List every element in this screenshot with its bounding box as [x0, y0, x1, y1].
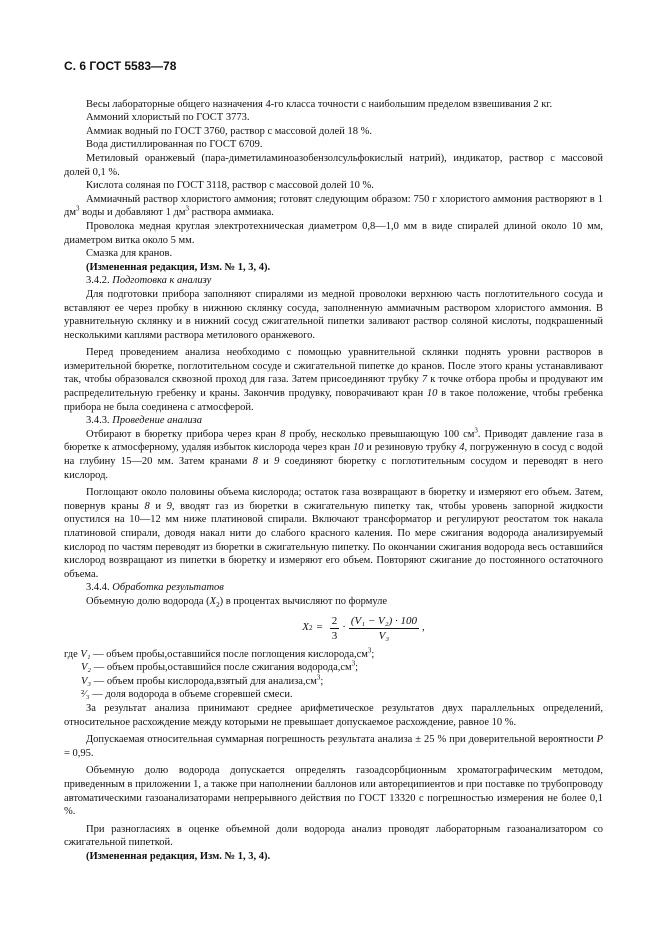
paragraph-error: Допускаемая относительная суммарная погрешность результата анализа ± 25 % при доверительной вероятности P = 0,95.	[64, 734, 603, 759]
fraction-volumes: $\frac{\text{(V₁ − V₂) · 100}}{\text{V₃}}$	[350, 614, 417, 642]
paragraph-methyl-orange: Метиловый оранжевый (пара-диметиламиноазобензолсульфокислый натрий), индикатор, раствор с массовой долей 0,1 %.	[64, 152, 603, 178]
paragraph-chromatographic: Объемную долю водорода допускается определять газоадсорбционным хроматографическим методом, приведенным в приложении 1, а также при наполнении баллонов или автореципиентов и при поставке по трубопроводу автоматическими газоанализаторами непрерывного действия по ГОСТ 13320 с погрешностью измерения не более 0,1 %.	[64, 765, 603, 818]
paragraph-scales: Весы лабораторные общего назначения 4-го класса точности с наибольшим пределом взвешивания 2 кг.	[86, 98, 553, 110]
paragraph-ammonia-solution: Аммиачный раствор хлористого аммония; готовят следующим образом: 750 г хлористого аммония растворяют в 1 $дм^3$ воды и добавляют 1 $дм^3$ раствора аммиака.	[64, 193, 603, 219]
paragraph-grease: Смазка для кранов.	[86, 248, 173, 260]
paragraph-hydrochloric-acid: Кислота соляная по ГОСТ 3118, раствор с массовой долей 10 %.	[86, 180, 374, 192]
section-3-4-4-heading: 3.4.4. Обработка результатов	[86, 582, 224, 594]
paragraph-disputes: При разногласиях в оценке объемной доли водорода анализ проводят лабораторным газоанализатором со сжигательной пипеткой.	[64, 823, 603, 849]
hydrogen-fraction-formula: X 2 = $\frac{2}{3}$ · $\frac{\text{(V₁ − V₂) · 100}}{\text{V₃}}$ ,	[302, 614, 425, 642]
paragraph-aqueous-ammonia: Аммиак водный по ГОСТ 3760, раствор с массовой долей 18 %.	[86, 125, 373, 137]
definition-fraction: ²⁄₃ — доля водорода в объеме сгоревшей смеси.	[81, 689, 293, 701]
paragraph-calculation: Объемную долю водорода $(X_2)$ в процентах вычисляют по формуле	[86, 595, 388, 610]
revision-note-1: (Измененная редакция, Изм. № 1, 3, 4).	[86, 261, 271, 273]
paragraph-preparation-2: Перед проведением анализа необходимо с помощью уравнительной склянки поднять уровни растворов в измерительной бюретке, поглотительном сосуде и сжигательной пипетке до кранов. После этого краны устанавливают так, чтобы образовался сквозной проход для газа. Затем присоединяют трубку 7 к точке отбора пробы и продувают им распределительную гребенку и краны. Закончив продувку, поворачивают кран 10 в такое положение, чтобы гребенка прибора не была соединена с атмосферой.	[64, 347, 603, 413]
fraction-two-thirds: $\frac{2}{3}$	[331, 614, 338, 642]
paragraph-preparation-1: Для подготовки прибора заполняют спиралями из медной проволоки верхнюю часть поглотительного сосуда и вставляют ее через пробку в нижнюю склянку сосуда, заполненную аммиачным раствором хлористого аммония. В уравнительную склянку и в нижний сосуд сжигательной пипетки заливают раствор соляной кислоты, подкрашенный несколькими каплями раствора метилового оранжевого.	[64, 288, 603, 341]
definition-v2: V₂ — объем пробы,оставшийся после сжигания $водорода,см^3$;	[81, 659, 359, 674]
paragraph-ammonium-chloride: Аммоний хлористый по ГОСТ 3773.	[86, 112, 250, 124]
variable-definitions	[64, 648, 603, 702]
section-3-4-2-heading: 3.4.2. Подготовка к анализу	[86, 275, 212, 287]
paragraph-analysis-1: Отбирают в бюретку прибора через кран 8 пробу, несколько превышающую 100 $см^3$. Приводят давление газа в бюретке к атмосферному, удаляя избыток кислорода через кран 10 и резиновую трубку 4, погруженную в сосуд с водой на глубину 15—20 мм. Затем кранами 8 и 9 соединяют бюретку с поглотительным сосудом и переводят в него кислород.	[64, 426, 604, 481]
definition-v1: где V₁ — объем пробы,оставшийся после поглощения $кислорода,см^3$;	[64, 646, 375, 660]
revision-note-2: (Измененная редакция, Изм. № 1, 3, 4).	[86, 850, 271, 862]
page-header: С. 6 ГОСТ 5583—78	[64, 59, 177, 73]
section-3-4-3-heading: 3.4.3. Проведение анализа	[86, 415, 203, 427]
paragraph-analysis-2: Поглощают около половины объема кислорода; остаток газа возвращают в бюретку и измеряют его объем. Затем, повернув краны 8 и 9, вводят газ из бюретки в сжигательную пипетку так, чтобы уровень запорной жидкости опустился на 10—12 мм ниже платиновой спирали. Включают трансформатор и регулируют реостатом ток накала платиновой спирали, доводя накал нити до слабого красного каления. По мере сжигания водорода анализируемый кислород по частям переводят из бюретки в сжигательную пипетку. По окончании сжигания водорода весь оставшийся кислород возвращают из пипетки в бюретку и измеряют его объем. Повторяют сжигание до постоянного остаточного объема.	[64, 487, 603, 580]
paragraph-copper-wire: Проволока медная круглая электротехническая диаметром 0,8—1,0 мм в виде спиралей длиной около 10 мм, диаметром витка около 5 мм.	[64, 220, 603, 246]
paragraph-distilled-water: Вода дистиллированная по ГОСТ 6709.	[86, 139, 263, 151]
definition-v3: V₃ — объем пробы кислорода,взятый для $анализа,см^3$;	[81, 673, 324, 687]
paragraph-result: За результат анализа принимают среднее арифметическое результатов двух параллельных определений, относительное расхождение между которыми не превышает допускаемое расхождение, равное 10 %.	[64, 702, 603, 728]
